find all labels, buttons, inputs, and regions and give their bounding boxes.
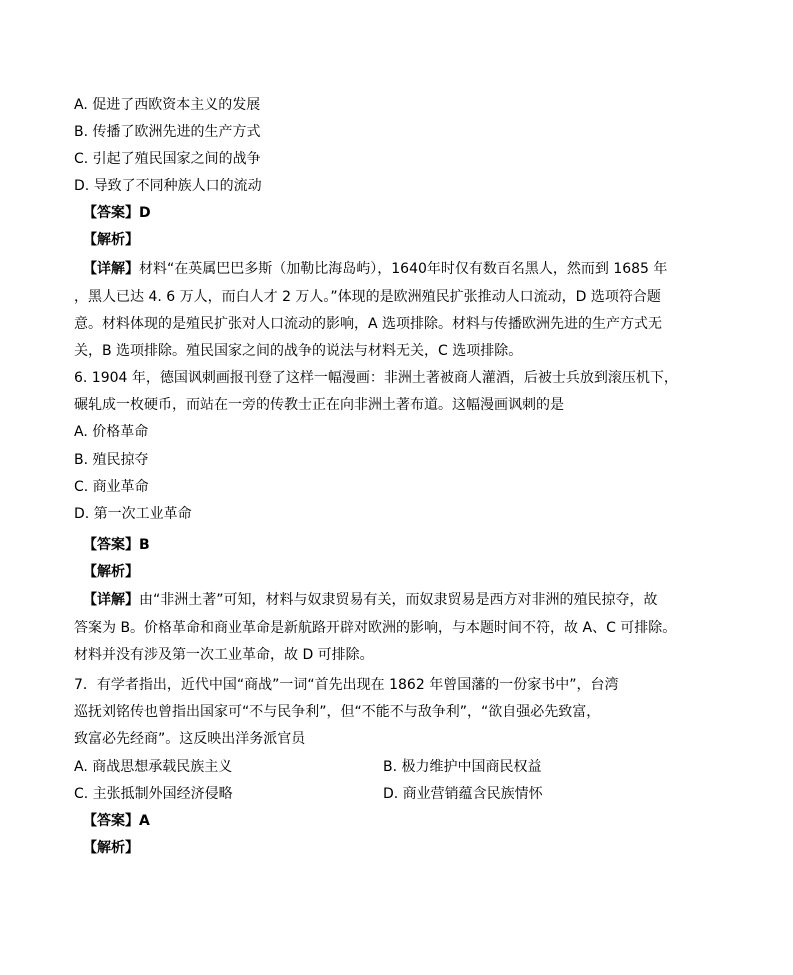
detail-text: 材料“在英属巴巴多斯（加勒比海岛屿），1640年时仅有数百名黑人，然而到 1685 年 [139, 261, 668, 277]
q5-option-a: A. 促进了西欧资本主义的发展 [74, 97, 261, 113]
q6-option-c: C. 商业革命 [74, 479, 149, 495]
q7-stem-line-1: 7．有学者指出，近代中国“商战”一词“首先出现在 1862 年曾国藩的一份家书中”，台湾 [74, 677, 619, 693]
q7-analysis-tag: 【解析】 [83, 840, 139, 856]
q6-stem-line-1: 6. 1904 年，德国讽刺画报刊登了这样一幅漫画：非洲土著被商人灌酒，后被士兵放到滚压机下， [74, 370, 678, 386]
q6-detail-line-1 [83, 590, 658, 610]
detail-text: 由“非洲土著”可知，材料与奴隶贸易有关，而奴隶贸易是西方对非洲的殖民掠夺，故 [139, 592, 658, 608]
q7-stem-line-3: 致富必先经商”。这反映出洋务派官员 [74, 731, 306, 747]
answer-value: B [139, 537, 150, 553]
detail-tag: 【详解】 [83, 592, 139, 608]
q6-option-a: A. 价格革命 [74, 424, 149, 440]
q6-stem-line-2: 碾轧成一枚硬币，而站在一旁的传教士正在向非洲土著布道。这幅漫画讽刺的是 [74, 397, 564, 413]
q7-option-b: B. 极力维护中国商民权益 [383, 759, 542, 775]
q6-option-d: D. 第一次工业革命 [74, 506, 192, 522]
answer-tag: 【答案】 [83, 205, 139, 221]
q7-answer [83, 811, 150, 831]
q5-detail-line-2: ，黑人已达 4. 6 万人，而白人才 2 万人。”体现的是欧洲殖民扩张推动人口流动，D 选项符合题 [74, 289, 661, 305]
q7-option-c: C. 主张抵制外国经济侵略 [74, 786, 233, 802]
answer-value: D [139, 205, 151, 221]
q6-option-b: B. 殖民掠夺 [74, 452, 149, 468]
q7-option-a: A. 商战思想承载民族主义 [74, 759, 233, 775]
q7-option-d: D. 商业营销蕴含民族情怀 [383, 786, 543, 802]
q5-answer [83, 203, 151, 223]
q6-detail-line-3: 材料并没有涉及第一次工业革命，故 D 可排除。 [74, 647, 374, 663]
answer-tag: 【答案】 [83, 813, 139, 829]
q5-detail-line-3: 意。材料体现的是殖民扩张对人口流动的影响，A 选项排除。材料与传播欧洲先进的生产方式无 [74, 316, 663, 332]
q5-detail-line-4: 关，B 选项排除。殖民国家之间的战争的说法与材料无关，C 选项排除。 [74, 343, 523, 359]
q5-option-c: C. 引起了殖民国家之间的战争 [74, 151, 261, 167]
q5-option-b: B. 传播了欧洲先进的生产方式 [74, 124, 261, 140]
q6-detail-line-2: 答案为 B。价格革命和商业革命是新航路开辟对欧洲的影响，与本题时间不符，故 A、C 可排除。 [74, 620, 677, 636]
q6-answer [83, 535, 150, 555]
q5-option-d: D. 导致了不同种族人口的流动 [74, 178, 262, 194]
answer-value: A [139, 813, 150, 829]
q6-analysis-tag: 【解析】 [83, 564, 139, 580]
q5-detail-line-1 [83, 259, 667, 279]
q7-stem-line-2: 巡抚刘铭传也曾指出国家可“不与民争利”，但“不能不与敌争利”，“欲自强必先致富， [74, 704, 601, 720]
q5-analysis-tag: 【解析】 [83, 232, 139, 248]
detail-tag: 【详解】 [83, 261, 139, 277]
answer-tag: 【答案】 [83, 537, 139, 553]
